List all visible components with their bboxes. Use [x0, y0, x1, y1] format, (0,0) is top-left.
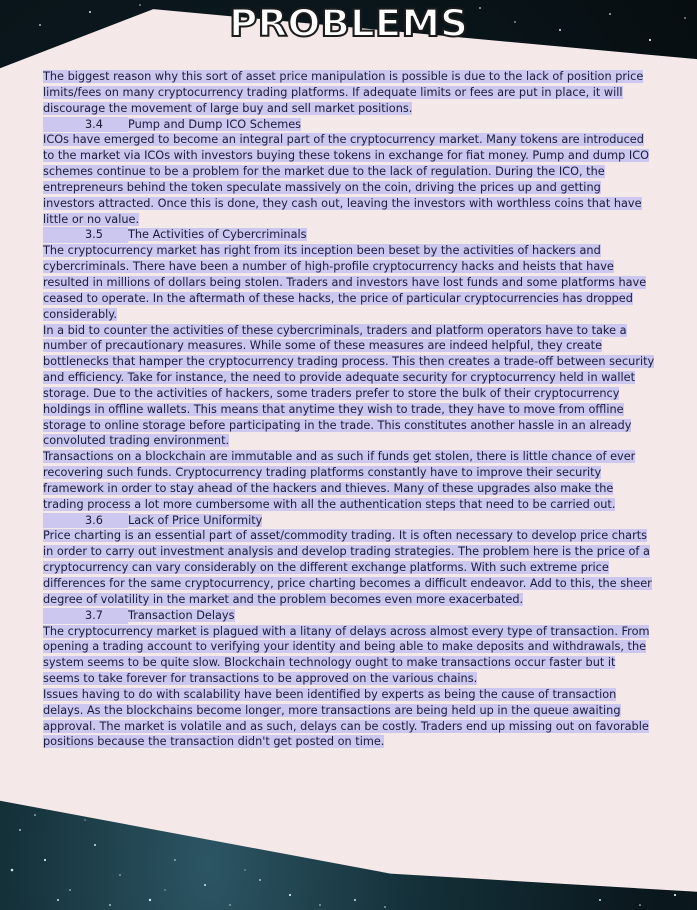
section-heading-3-4: 3.4 Pump and Dump ICO Schemes	[43, 117, 655, 133]
document-body	[43, 69, 655, 750]
intro-paragraph: The biggest reason why this sort of asset price manipulation is possible is due to the lack of position price limits/fees on many cryptocurrency trading platforms. If adequate limits or fees are put in place, it will discourage the movement of large buy and sell market positions.	[43, 70, 644, 115]
paragraph: The cryptocurrency market is plagued with a litany of delays across almost every type of transaction. From opening a trading account to verifying your identity and being able to make deposits and withdrawals, the system seems to be quite slow. Blockchain technology ought to make transactions occur faster but it seems to take forever for transactions to be approved on the various chains.	[43, 624, 650, 686]
paragraph: Issues having to do with scalability have been identified by experts as being the cause of transaction delays. As the blockchains become longer, more transactions are being held up in the queue awaiting approval. The market is volatile and as such, delays can be costly. Traders end up missing out on favorable positions because the transaction didn't get posted on time.	[43, 687, 649, 749]
paragraph: The cryptocurrency market has right from its inception been beset by the activities of hackers and cybercriminals. There have been a number of high-profile cryptocurrency hacks and heists that have resulted in millions of dollars being stolen. Traders and investors have lost funds and some platforms have ceased to operate. In the aftermath of these hacks, the price of particular cryptocurrencies has dropped considerably.	[43, 244, 647, 321]
section-heading-3-7: 3.7 Transaction Delays	[43, 608, 655, 624]
paragraph: In a bid to counter the activities of these cybercriminals, traders and platform operators have to take a number of precautionary measures. While some of these measures are indeed helpful, they create bottlenecks that hamper the cryptocurrency trading process. This then creates a trade-off between security and efficiency. Take for instance, the need to provide adequate security for cryptocurrency held in wallet storage. Due to the activities of hackers, some traders prefer to store the bulk of their cryptocurrency holdings in offline wallets. This means that anytime they wish to trade, they have to move from offline storage to online storage before participating in the trade. This constitutes another hassle in an already convoluted trading environment.	[43, 323, 655, 448]
paragraph: Transactions on a blockchain are immutable and as such if funds get stolen, there is little chance of ever recovering such funds. Cryptocurrency trading platforms constantly have to improve their security framework in order to stay ahead of the hackers and thieves. Many of these upgrades also make the trading process a lot more cumbersome with all the authentication steps that need to be carried out.	[43, 450, 636, 511]
paragraph: ICOs have emerged to become an integral part of the cryptocurrency market. Many tokens are introduced to the market via ICOs with investors buying these tokens in exchange for fiat money. Pump and dump ICO schemes continue to be a problem for the market due to the lack of regulation. During the ICO, the entrepreneurs behind the token speculate massively on the coin, driving the prices up and getting investors attracted. Once this is done, they cash out, leaving the investors with worthless coins that have little or no value.	[43, 133, 649, 226]
section-heading-3-6: 3.6 Lack of Price Uniformity	[43, 513, 655, 529]
section-heading-3-5: 3.5 The Activities of Cybercriminals	[43, 227, 655, 243]
paragraph: Price charting is an essential part of asset/commodity trading. It is often necessary to develop price charts in order to carry out investment analysis and develop trading strategies. The problem here is the price of a cryptocurrency can vary considerably on the different exchange platforms. With such extreme price differences for the same cryptocurrency, price charting becomes a difficult endeavor. Add to this, the sheer degree of volatility in the market and the problem becomes even more exacerbated.	[43, 529, 652, 606]
page-title: PROBLEMS	[229, 2, 468, 45]
